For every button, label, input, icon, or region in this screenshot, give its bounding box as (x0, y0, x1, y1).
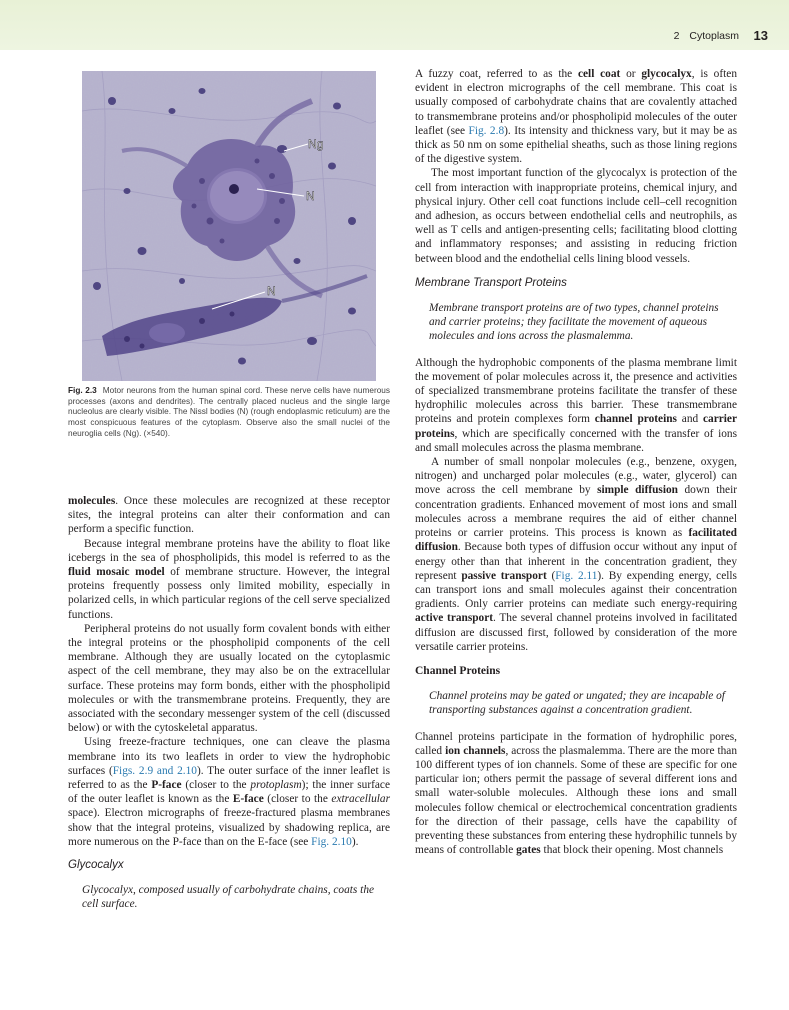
header-band (0, 0, 789, 50)
term-gates: gates (516, 844, 541, 857)
right-paragraph-3 (415, 356, 737, 455)
term-e-face: E-face (232, 793, 264, 806)
term-facilitated-diffusion: facilitated diffusion (415, 527, 737, 554)
text-run: ). Its intensity and thickness vary, but it may be as thick as 50 nm on some epithelial sheaths, such as those lining regions of the digestive system. (415, 124, 738, 166)
text-run: or (620, 68, 642, 80)
chapter-number: 2 (673, 30, 680, 42)
summary-membrane-transport-proteins: Membrane transport proteins are of two types, channel proteins and carrier proteins; they facilitate the movement of aqueous molecules and ions across the plasmalemma. (429, 302, 719, 343)
term-simple-diffusion: simple diffusion (597, 484, 678, 497)
figure-caption (68, 386, 390, 440)
term-cell-coat: cell coat (577, 68, 621, 80)
term-molecules: molecules (68, 495, 116, 507)
heading-glycocalyx: Glycocalyx (68, 859, 124, 872)
page-number: 13 (753, 28, 768, 43)
caption-text: Motor neurons from the human spinal cord. These nerve cells have numerous processes (axons and dendrites). The centrally placed nucleus and the single large nucleolus are clearly visible. The Nissl bodies (N) (rough endoplasmic reticulum) are the most conspicuous features of the cytoplasm. Observe also the small nuclei of the neuroglia cells (Ng). (×540). (68, 386, 390, 438)
text-run: , which are specifically concerned with the transfer of ions and small molecules across the plasma membrane. (415, 427, 737, 454)
right-paragraph-1 (415, 67, 737, 166)
term-active-transport: active transport (415, 612, 494, 625)
right-column (415, 67, 737, 857)
text-run: A fuzzy coat, referred to as the (415, 68, 578, 80)
text-run: down their concentration gradients. Enhanced movement of most ions and small molecules across a membrane requires the aid of either channel proteins or carrier proteins. This process is known as (415, 484, 738, 540)
term-ion-channels: ion channels (445, 744, 506, 757)
text-run: Because integral membrane proteins have the ability to float like icebergs in the sea of phospholipids, this model is referred to as the (68, 537, 390, 564)
term-channel-proteins: channel proteins (594, 413, 677, 426)
right-paragraph-5 (415, 730, 737, 858)
text-run: (closer to the (181, 779, 251, 792)
text-run: Using freeze-fracture techniques, one can cleave the plasma membrane into its two leaflets in order to view the hydrophobic surfaces ( (68, 736, 390, 777)
term-glycocalyx: glycocalyx (641, 68, 692, 80)
text-run: (closer to the (263, 793, 332, 806)
text-run: , is often evident in electron micrographs of the cell membrane. This coat is usually composed of carbohydrate chains that are covalently attached to transmembrane proteins and/or phospholipid molecules of the outer leaflet (see (415, 68, 737, 137)
link-figs-2-9-2-10[interactable]: Figs. 2.9 and 2.10 (112, 764, 197, 777)
text-run: Channel proteins participate in the formation of hydrophilic pores, called (415, 730, 737, 757)
text-run: ); the inner surface of the outer leaflet is known as the (68, 779, 390, 806)
link-fig-2-10[interactable]: Fig. 2.10 (311, 835, 352, 848)
text-run: and (676, 413, 703, 426)
figure-label: Fig. 2.3 (68, 386, 97, 395)
text-run: ). The outer surface of the inner leaflet is referred to as the (68, 764, 390, 792)
text-run: ). (351, 835, 359, 848)
left-paragraph-1 (68, 494, 390, 537)
right-paragraph-4 (415, 455, 737, 654)
running-head (674, 30, 739, 42)
left-column (68, 494, 390, 924)
text-run: space). Electron micrographs of freeze-fractured plasma membranes show that the integral proteins, visualized by shadowing replica, are more numerous on the P-face than on the E-face (see (68, 807, 390, 848)
term-fluid-mosaic-model: fluid mosaic model (68, 566, 165, 579)
link-fig-2-11[interactable]: Fig. 2.11 (555, 569, 598, 582)
text-run: . Because both types of diffusion occur without any input of energy other than that inherent in the concentration gradient, they represent (415, 541, 737, 582)
term-protoplasm: protoplasm (250, 779, 302, 792)
text-run: ). By expending energy, cells can transport ions and small molecules against their concentration gradients. Only carrier proteins can mediate such energy-requiring (415, 569, 737, 611)
summary-channel-proteins: Channel proteins may be gated or ungated; they are incapable of transporting substances against a concentration gradient. (429, 690, 725, 717)
label-n-upper: N (306, 189, 315, 203)
text-run: , across the plasmalemma. There are the more than 100 different types of ion channels. Some of these are specific for one particular ion; others permit the passage of several different ions and small water-soluble molecules. Although these ions and small molecules follow chemical or electrochemical concentration gradients for the direction of their passage, cells have the capability of preventing these substances from entering these hydrophilic tunnels by means of controllable (415, 744, 738, 857)
text-run: A number of small nonpolar molecules (e.g., benzene, oxygen, nitrogen) and uncharged polar molecules (e.g., water, glycerol) can move across the cell membrane by (415, 456, 737, 497)
left-paragraph-2 (68, 537, 390, 622)
text-run: . The several channel proteins involved in facilitated diffusion are discussed first, followed by consideration of the more versatile carrier proteins. (415, 612, 737, 653)
term-extracellular: extracellular (331, 793, 390, 806)
term-p-face: P-face (151, 779, 182, 792)
text-run: that block their opening. Most channels (540, 844, 724, 857)
text-run: ( (546, 569, 556, 582)
text-run: Although the hydrophobic components of the plasma membrane limit the movement of polar molecules across it, the presence and activities of specialized transmembrane proteins facilitate the transfer of these hydrophilic molecules across this barrier. These transmembrane proteins and protein complexes form (415, 356, 737, 426)
text-run: . Once these molecules are recognized at these receptor sites, the integral proteins can alter their conformation and can perform a specific function. (68, 495, 390, 536)
summary-glycocalyx: Glycocalyx, composed usually of carbohydrate chains, coats the cell surface. (82, 884, 375, 911)
left-paragraph-4 (68, 735, 390, 849)
heading-membrane-transport-proteins: Membrane Transport Proteins (415, 276, 567, 289)
link-fig-2-8[interactable]: Fig. 2.8 (468, 124, 505, 137)
right-paragraph-2: The most important function of the glycocalyx is protection of the cell from interaction with inappropriate proteins, chemical injury, and physical injury. Other cell coat functions include cell–cell recognition and adhesion, as occurs between endothelial cells and neutrophils, as well as T cells and antigen-presenting cells; facilitating blood clotting and inflammatory responses; and assisting in reducing friction between blood and the endothelial cells lining blood vessels. (415, 167, 737, 265)
text-run: of membrane structure. However, the integral proteins frequently possess only limited mobility, especially in polarized cells, in which particular regions of the cell serve specialized functions. (68, 566, 390, 621)
term-carrier-proteins: carrier proteins (415, 413, 737, 440)
left-paragraph-3: Peripheral proteins do not usually form covalent bonds with either the integral proteins or the phospholipid components of the cell membrane. Although they are usually located on the cytoplasmic aspect of the cell membrane, they may also be on the extracellular surface. These proteins may form bonds, either with the phospholipid molecules or with the transmembrane proteins. Frequently, they are associated with the secondary messenger system of the cell (discussed below) or with the cytoskeletal apparatus. (68, 622, 390, 735)
chapter-title: Cytoplasm (689, 30, 739, 42)
micrograph-image (82, 71, 376, 381)
term-passive-transport: passive transport (461, 569, 547, 582)
figure-2-3 (82, 71, 376, 381)
label-n-lower: N (267, 284, 276, 298)
label-ng: Ng (308, 137, 324, 151)
heading-channel-proteins: Channel Proteins (415, 664, 501, 677)
